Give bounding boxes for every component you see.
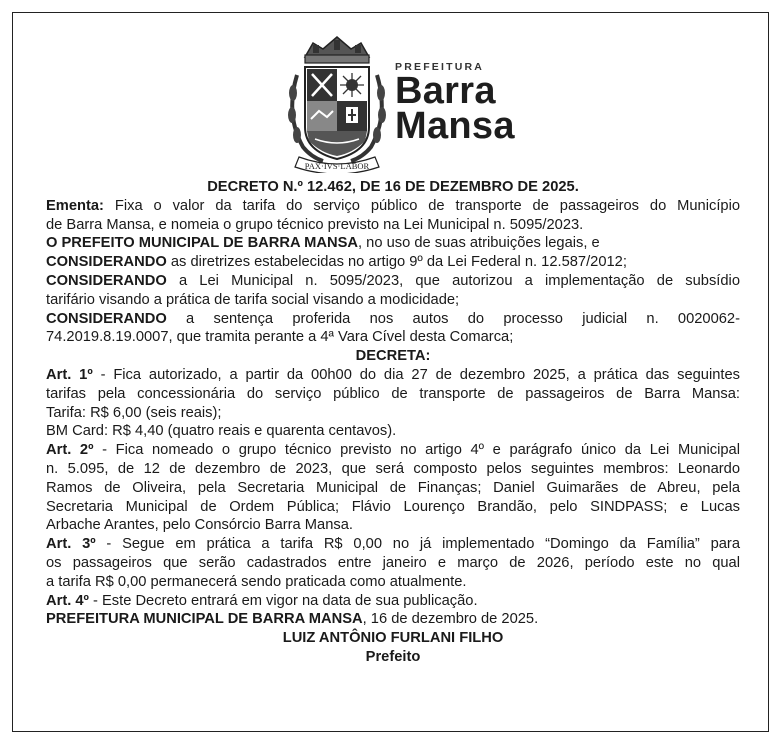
art1-text-1: - Fica autorizado, a partir da 00h00 do dia 27 de dezembro 2025, a prática das seguintes bbox=[92, 366, 740, 383]
art3-text-1: - Segue em prática a tarifa R$ 0,00 no já implementado “Domingo da Família” para bbox=[95, 536, 740, 553]
ementa-label: Ementa: bbox=[46, 197, 104, 214]
art2-label: Art. 2º bbox=[46, 442, 94, 459]
considerando-3-line-2: 74.2019.8.19.0007, que tramita perante a 4ª Vara Cível desta Comarca; bbox=[46, 329, 514, 346]
considerando-1-label: CONSIDERANDO bbox=[46, 254, 167, 271]
art3-line-3: a tarifa R$ 0,00 permanecerá sendo praticada como atualmente. bbox=[46, 573, 467, 590]
art2-line-2: n. 5.095, de 12 de dezembro de 2023, que será composto pelos seguintes membros: Leonardo bbox=[46, 460, 740, 477]
considerando-3-text-1: a sentença proferida nos autos do processo judicial n. 0020062- bbox=[166, 310, 740, 327]
decree-title: DECRETO N.º 12.462, DE 16 DE DEZEMBRO DE 2025. bbox=[207, 179, 579, 195]
prefeito-text: , no uso de suas atribuições legais, e bbox=[358, 235, 600, 252]
header bbox=[13, 35, 768, 175]
signer-role: Prefeito bbox=[365, 648, 421, 665]
art1-line-3: Tarifa: R$ 6,00 (seis reais); bbox=[46, 404, 222, 421]
art2-line-1 bbox=[46, 441, 740, 460]
considerando-1 bbox=[46, 253, 740, 272]
signature-place-label: PREFEITURA MUNICIPAL DE BARRA MANSA bbox=[46, 611, 363, 628]
prefeito-line bbox=[46, 234, 740, 253]
considerando-1-text: as diretrizes estabelecidas no artigo 9º da Lei Federal n. 12.587/2012; bbox=[166, 254, 627, 271]
motto-text: PAX·IVS·LABOR bbox=[304, 161, 370, 171]
considerando-3-line-1 bbox=[46, 310, 740, 329]
art3-line-2: os passageiros que serão cadastrados entre janeiro e março de 2026, período este no qual bbox=[46, 554, 740, 571]
art2-line-4: Secretaria Municipal de Ordem Pública; Flávio Lourenço Brandão, pelo SINDPASS; e Lucas bbox=[46, 498, 740, 515]
considerando-3-label: CONSIDERANDO bbox=[46, 310, 167, 327]
coat-of-arms-icon bbox=[283, 35, 391, 173]
considerando-2-line-1 bbox=[46, 272, 740, 291]
art2-line-3: Ramos de Oliveira, pela Secretaria Municipal de Finanças; Daniel Guimarães de Abreu, pela bbox=[46, 479, 740, 496]
art1-line-1 bbox=[46, 366, 740, 385]
art1-line-2: tarifas pela concessionária do serviço público de transporte de passageiros de Barra Mansa: bbox=[46, 385, 740, 402]
brand-name-line-1: Barra bbox=[395, 70, 496, 112]
decreta-heading: DECRETA: bbox=[355, 348, 431, 365]
art4-text: - Este Decreto entrará em vigor na data de sua publicação. bbox=[88, 592, 478, 609]
signature-date: , 16 de dezembro de 2025. bbox=[362, 611, 539, 628]
ementa-line-1 bbox=[46, 197, 740, 216]
art2-text-1: - Fica nomeado o grupo técnico previsto no artigo 4º e parágrafo único da Lei Municipal bbox=[93, 442, 740, 459]
decree-body bbox=[46, 178, 740, 667]
art4-label: Art. 4º bbox=[46, 592, 89, 609]
ementa-line-2: de Barra Mansa, e nomeia o grupo técnico previsto na Lei Municipal n. 5095/2023. bbox=[46, 216, 584, 233]
considerando-2-label: CONSIDERANDO bbox=[46, 272, 167, 289]
art1-line-4: BM Card: R$ 4,40 (quatro reais e quarenta centavos). bbox=[46, 423, 397, 440]
art3-label: Art. 3º bbox=[46, 536, 96, 553]
art2-line-5: Arbache Arantes, pelo Consórcio Barra Mansa. bbox=[46, 517, 353, 534]
art4-line bbox=[46, 592, 740, 611]
considerando-2-text-1: a Lei Municipal n. 5095/2023, que autorizou a implementação de subsídio bbox=[166, 272, 740, 289]
prefeito-label: O PREFEITO MUNICIPAL DE BARRA MANSA bbox=[46, 235, 358, 252]
considerando-2-line-2: tarifário visando a prática de tarifa social visando a modicidade; bbox=[46, 291, 460, 308]
brand-name-line-2: Mansa bbox=[395, 105, 515, 147]
signature-place-line bbox=[46, 610, 740, 629]
brand-prefix: PREFEITURA bbox=[395, 61, 485, 73]
art3-line-1 bbox=[46, 535, 740, 554]
ementa-text-1: Fixa o valor da tarifa do serviço público de transporte de passageiros do Município bbox=[103, 197, 740, 214]
signer-name: LUIZ ANTÔNIO FURLANI FILHO bbox=[282, 630, 504, 647]
art1-label: Art. 1º bbox=[46, 366, 93, 383]
brand-block bbox=[395, 61, 515, 147]
